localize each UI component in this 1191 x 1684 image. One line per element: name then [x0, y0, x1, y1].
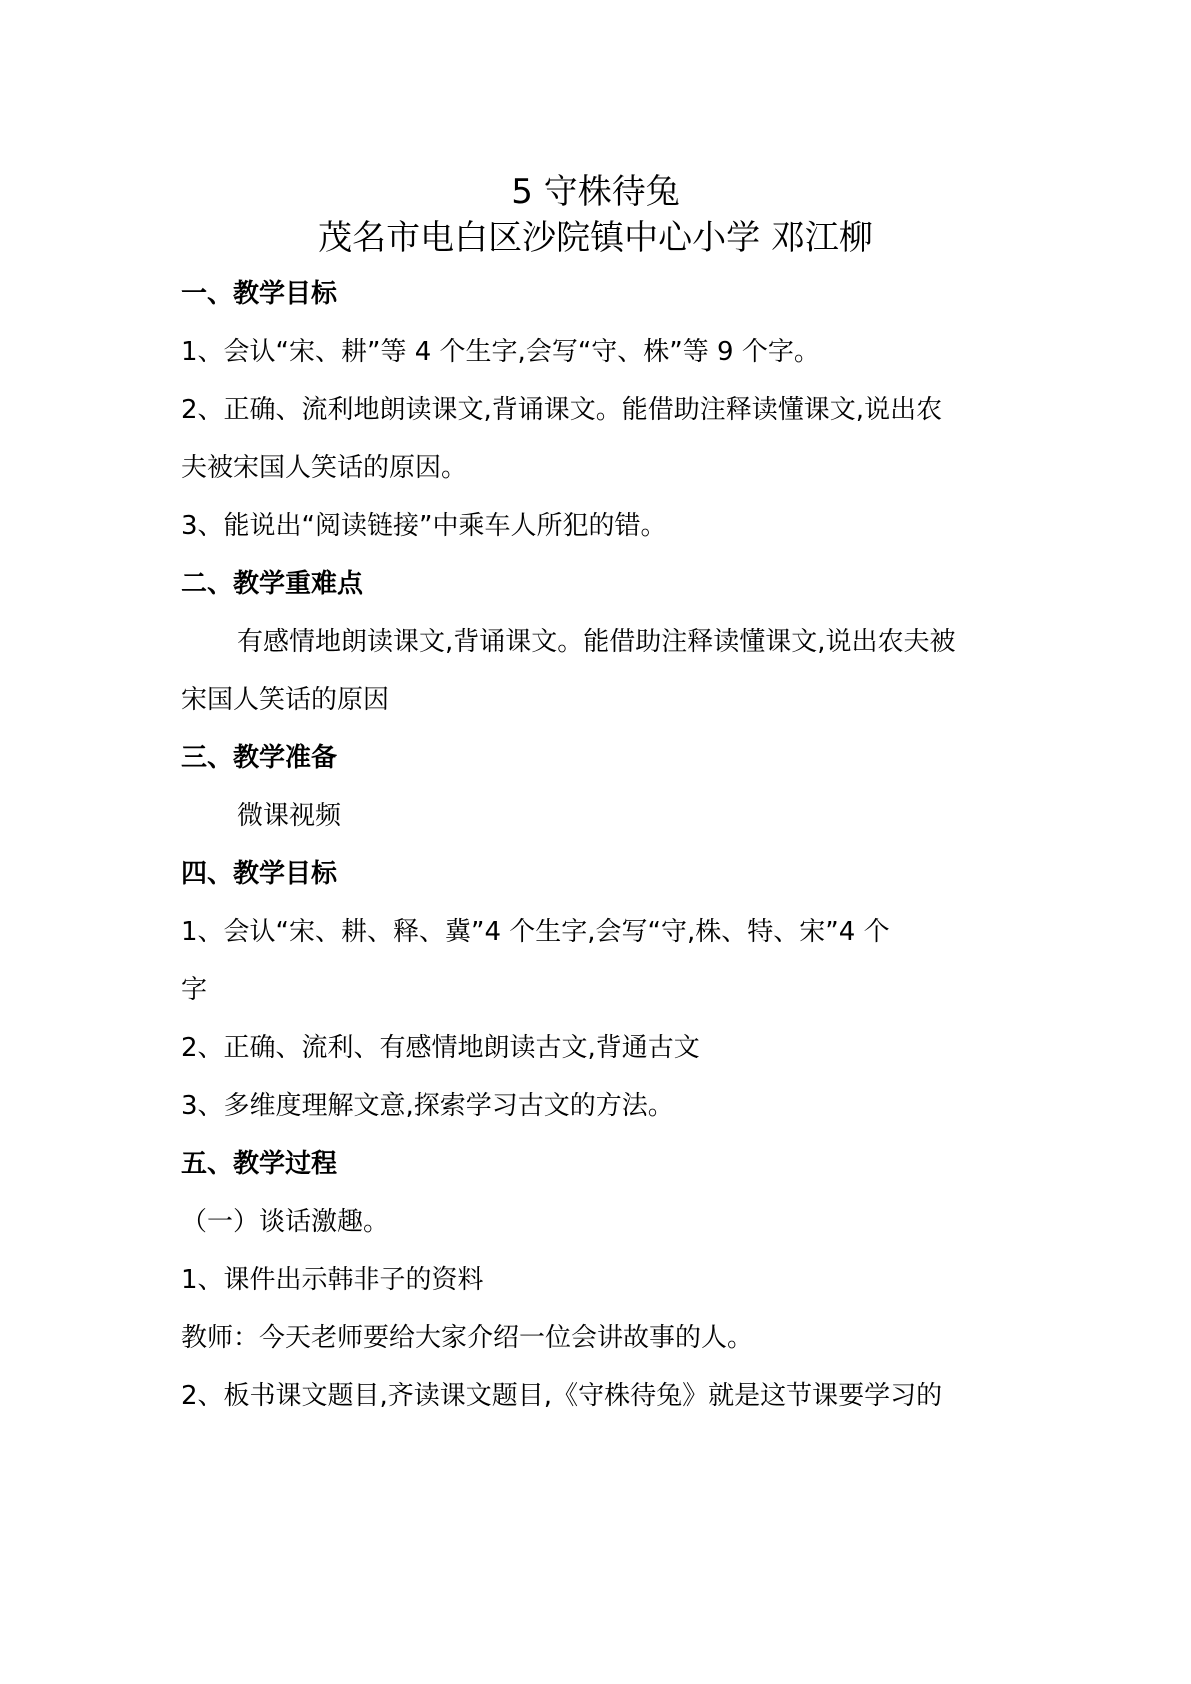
process-subheading-1: （一）谈话激趣。: [181, 1207, 390, 1237]
preparation-text: 微课视频: [237, 801, 342, 831]
process-teacher-line: 教师：今天老师要给大家介绍一位会讲故事的人。: [181, 1323, 754, 1353]
goal2-item-3: 3、多维度理解文意,探索学习古文的方法。: [181, 1091, 674, 1121]
section-heading-key-points: 二、教学重难点: [181, 569, 364, 599]
section-heading-goals: 一、教学目标: [181, 279, 338, 309]
process-item-2: 2、板书课文题目,齐读课文题目,《守株待兔》就是这节课要学习的: [181, 1381, 943, 1411]
section-heading-process: 五、教学过程: [181, 1149, 338, 1179]
key-points-line-1: 有感情地朗读课文,背诵课文。能借助注释读懂课文,说出农夫被: [237, 627, 956, 657]
process-item-1: 1、课件出示韩非子的资料: [181, 1265, 484, 1295]
section-heading-goals-2: 四、教学目标: [181, 859, 338, 889]
key-points-line-2: 宋国人笑话的原因: [181, 685, 390, 715]
goal-item-2-line-2: 夫被宋国人笑话的原因。: [181, 453, 468, 483]
goal-item-3: 3、能说出“阅读链接”中乘车人所犯的错。: [181, 511, 667, 541]
goal2-item-1-line-2: 字: [181, 975, 208, 1005]
goal-item-1: 1、会认“宋、耕”等 4 个生字,会写“守、株”等 9 个字。: [181, 337, 820, 367]
goal2-item-2: 2、正确、流利、有感情地朗读古文,背通古文: [181, 1033, 700, 1063]
section-heading-preparation: 三、教学准备: [181, 743, 338, 773]
document-title: 5 守株待兔: [511, 172, 680, 212]
goal-item-2-line-1: 2、正确、流利地朗读课文,背诵课文。能借助注释读懂课文,说出农: [181, 395, 943, 425]
author-line: 茂名市电白区沙院镇中心小学 邓江柳: [318, 218, 873, 258]
goal2-item-1-line-1: 1、会认“宋、耕、释、冀”4 个生字,会写“守,株、特、宋”4 个: [181, 917, 890, 947]
